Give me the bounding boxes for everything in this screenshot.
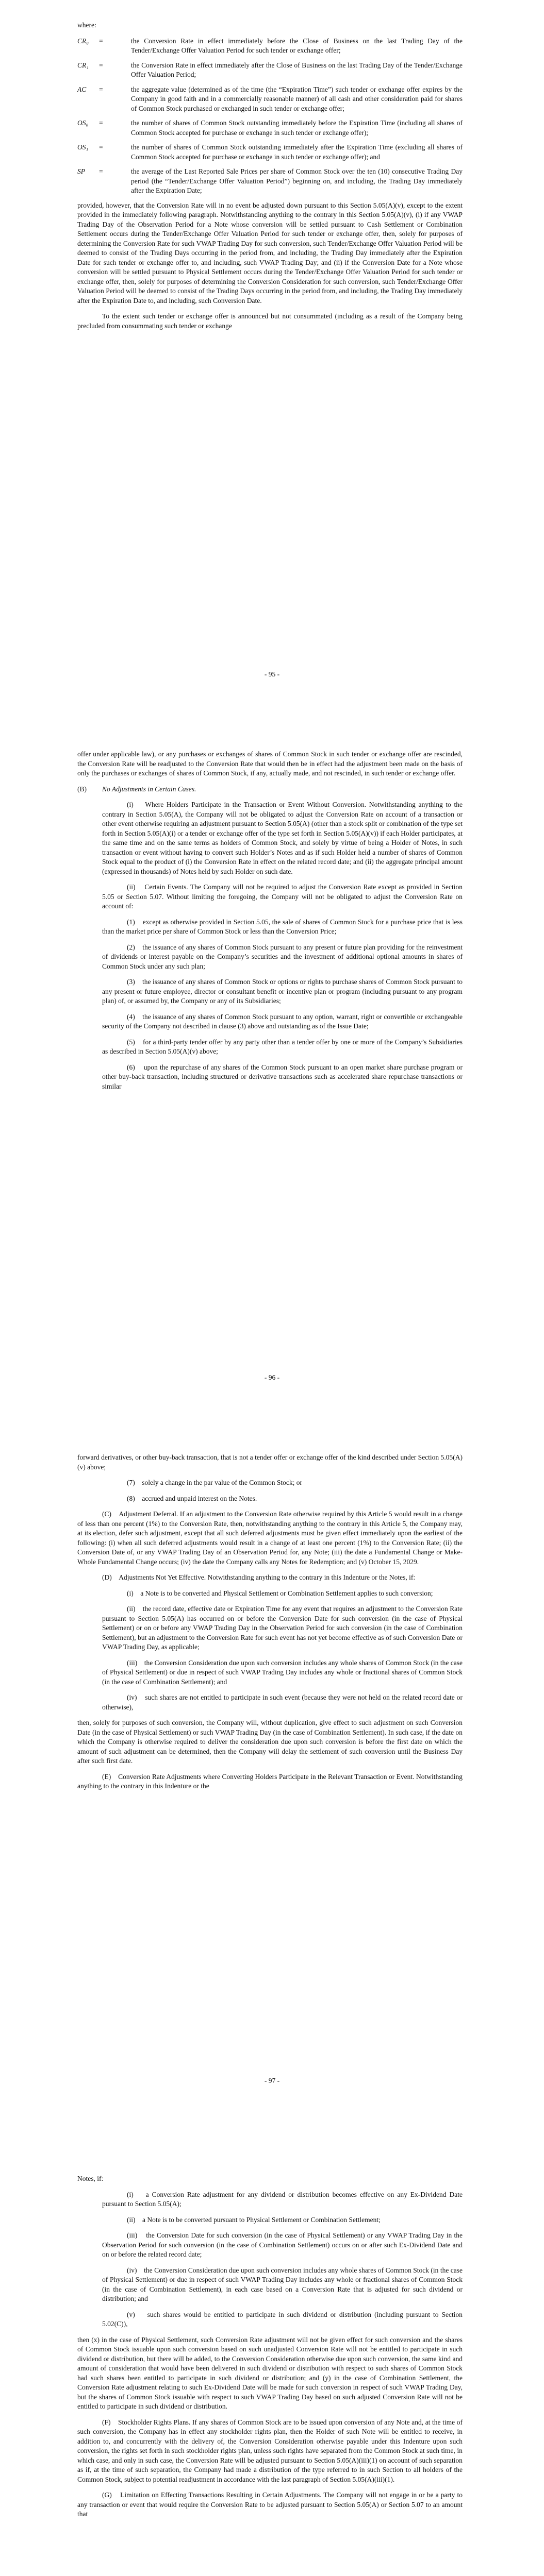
page-number: - 95 -	[264, 670, 280, 678]
definition-equals: =	[99, 143, 103, 151]
item-number: (2)	[127, 943, 135, 951]
item-text: the issuance of any shares of Common Stock pursuant to any present or future plan providing for the reinvestment of dividends or interest payable on the Company’s securities and the investment of additional optional amounts in shares of Common Stock under any such plan;	[102, 943, 463, 970]
definition-cr1	[77, 61, 463, 80]
list-item	[77, 2215, 463, 2225]
list-item	[77, 1604, 463, 1652]
list-item	[77, 2190, 463, 2209]
list-item	[77, 1063, 463, 1092]
carry-paragraph: Notes, if:	[77, 2175, 104, 2182]
section-c	[77, 1510, 463, 1567]
item-number: (iv)	[127, 2266, 137, 2274]
definition-equals: =	[99, 167, 103, 175]
list-item	[77, 1012, 463, 1031]
then-paragraph: then, solely for purposes of such conversion, the Company will, without duplication, give effect to such adjustment on such Conversion Date (in the case of Physical Settlement) or such VWAP Trading Day (in the case of Combination Settlement). In such case, if the date on which the Company is otherwise required to deliver the consideration due upon such conversion is before the first date on which the amount of such adjustment can be determined, then the Company will delay the settlement of such conversion until the Business Day after such first date.	[77, 1719, 463, 1765]
item-text: a Note is to be converted and Physical Settlement or Combination Settlement applies to such conversion;	[140, 1589, 433, 1597]
carry-paragraph: offer under applicable law), or any purchases or exchanges of shares of Common Stock in such tender or exchange offer are rescinded, the Conversion Rate will be readjusted to the Conversion Rate that would then be in effect had the adjustment been made on the basis of only the purchases or exchanges of shares of Common Stock, if any, actually made, and not rescinded, in such tender or exchange offer.	[77, 750, 463, 777]
item-text: such shares are not entitled to participate in such event (because they were not held on the related record date or otherwise),	[102, 1693, 463, 1711]
section-f	[77, 2418, 463, 2485]
list-item	[77, 1494, 463, 1504]
section-text: Adjustments Not Yet Effective. Notwithstanding anything to the contrary in this Indenture or the Notes, if:	[119, 1573, 416, 1581]
section-text: Conversion Rate Adjustments where Converting Holders Participate in the Relevant Transaction or Event. Notwithstanding anything to the contrary in this Indenture or the	[77, 1772, 463, 1790]
item-text: except as otherwise provided in Section 5.05, the sale of shares of Common Stock for a purchase price that is less than the market price per share of Common Stock or less than the Conversion Price;	[102, 918, 463, 935]
item-number: (iv)	[127, 1693, 137, 1701]
definition-term: CR₁	[77, 61, 89, 69]
item-text: for a third-party tender offer by any party other than a tender offer by one or more of the Company’s Subsidiaries as described in Section 5.05(A)(v) above;	[102, 1038, 463, 1055]
item-number: (6)	[127, 1063, 135, 1071]
list-item	[77, 1038, 463, 1057]
section-text: Stockholder Rights Plans. If any shares of Common Stock are to be issued upon conversion of any Note and, at the time of such conversion, the Company has in effect any stockholder rights plan, then the Holder of such Note will be entitled to receive, in addition to, and concurrently with the delivery of, the Conversion Consideration otherwise payable under this Indenture upon such conversion, the rights set forth in such stockholder rights plan, unless such rights have separated from the Common Stock at such time, in which case, and only in such case, the Conversion Rate will be adjusted pursuant to Section 5.05(A)(iii)(1) on account of such separation as if, at the time of such separation, the Company had made a distribution of the type referred to in such Section to all holders of the Common Stock, subject to potential readjustment in accordance with the last paragraph of Section 5.05(A)(iii)(1).	[77, 2418, 463, 2483]
then-paragraph: then (x) in the case of Physical Settlement, such Conversion Rate adjustment will not be given effect for such conversion and the shares of Common Stock issuable upon such conversion based on such unadjusted Conversion Rate will not be entitled to participate in such dividend or distribution, but there will be added, to the Conversion Consideration otherwise due upon such conversion, the same kind and amount of consideration that would have been delivered in such dividend or distribution with respect to such shares of Common Stock had such shares been entitled to participate in such dividend or distribution; and (y) in the case of Combination Settlement, the Conversion Rate adjustment relating to such Ex-Dividend Date will be made for such conversion in respect of such VWAP Trading Day, but the shares of Common Stock issuable with respect to such VWAP Trading Day based on such adjusted Conversion Rate will not be entitled to participate in such dividend or distribution.	[77, 2335, 463, 2410]
carry-paragraph: forward derivatives, or other buy-back transaction, that is not a tender offer or exchange offer of the kind described under Section 5.05(A)(v) above;	[77, 1453, 463, 1471]
section-b-heading	[77, 785, 463, 794]
definition-text: the Conversion Rate in effect immediately after the Close of Business on the last Trading Day of the Tender/Exchange Offer Valuation Period;	[131, 61, 463, 78]
item-number: (ii)	[127, 1605, 136, 1613]
item-number: (ii)	[127, 2215, 136, 2224]
item-text: such shares would be entitled to participate in such dividend or distribution (including pursuant to Section 5.02(C)),	[102, 2310, 463, 2328]
page-97	[0, 1406, 544, 2110]
definition-equals: =	[99, 61, 103, 69]
readjustment-paragraph: To the extent such tender or exchange offer is announced but not consummated (including as a result of the Company being precluded from consummating such tender or exchange	[77, 312, 463, 330]
item-number: (3)	[127, 978, 135, 986]
definition-text: the aggregate value (determined as of the time (the “Expiration Time”) such tender or exchange offer expires by the Company in good faith and in a commercially reasonable manner) of all cash and other consideration paid for shares of Common Stock purchased or exchanged in such tender or exchange offer;	[131, 85, 463, 112]
item-number: (4)	[127, 1012, 135, 1021]
definition-equals: =	[99, 119, 103, 127]
subsection-b-i	[77, 800, 463, 876]
definition-sp	[77, 167, 463, 196]
definition-term: SP	[77, 167, 85, 175]
item-text: upon the repurchase of any shares of the Common Stock pursuant to an open market share purchase program or other buy-back transaction, including structured or derivative transactions such as accelerated share repurchase transactions or similar	[102, 1063, 463, 1090]
item-number: (1)	[127, 918, 135, 926]
section-g	[77, 2490, 463, 2519]
page-number: - 96 -	[264, 1374, 280, 1381]
list-item	[77, 2266, 463, 2304]
list-item	[77, 1658, 463, 1687]
page-98	[0, 2110, 544, 2576]
item-text: a Conversion Rate adjustment for any dividend or distribution becomes effective on any Ex-Dividend Date pursuant to Section 5.05(A);	[102, 2190, 463, 2208]
list-item	[77, 2231, 463, 2260]
section-title: No Adjustments in Certain Cases.	[102, 785, 196, 793]
definition-text: the Conversion Rate in effect immediately before the Close of Business on the last Trading Day of the Tender/Exchange Offer Valuation Period for such tender or exchange offer;	[131, 37, 463, 54]
definition-text: the average of the Last Reported Sale Prices per share of Common Stock over the ten (10) consecutive Trading Day period (the “Tender/Exchange Offer Valuation Period”) beginning on, and including, the Trading Day immediately after the Expiration Date;	[131, 167, 463, 194]
definition-ac	[77, 85, 463, 114]
list-item	[77, 977, 463, 1006]
section-d	[77, 1573, 463, 1583]
item-text: the record date, effective date or Expiration Time for any event that requires an adjustment to the Conversion Rate pursuant to Section 5.05(A) has occurred on or before the Conversion Date for such conversion (in the case of Physical Settlement) or on or before any VWAP Trading Day in the Observation Period for such conversion (in the case of Combination Settlement), but an adjustment to the Conversion Rate for such event has not yet become effective as of such Conversion Date or VWAP Trading Day, as applicable;	[102, 1605, 463, 1651]
item-number: (iii)	[127, 2231, 138, 2239]
item-number: (i)	[127, 2190, 134, 2198]
page-96	[0, 703, 544, 1406]
section-number: (C)	[102, 1510, 111, 1518]
list-item	[77, 1693, 463, 1712]
section-text: Limitation on Effecting Transactions Resulting in Certain Adjustments. The Company will not engage in or be a party to any transaction or event that would require the Conversion Rate to be adjusted pursuant to Section 5.05(A) or Section 5.07 to an amount that	[77, 2491, 463, 2518]
item-number: (5)	[127, 1038, 135, 1046]
section-number: (D)	[102, 1573, 112, 1581]
item-number: (8)	[127, 1494, 135, 1502]
definition-equals: =	[99, 85, 103, 93]
where-label: where:	[77, 21, 96, 29]
provided-paragraph: provided, however, that the Conversion Rate will in no event be adjusted down pursuant to this Section 5.05(A)(v), except to the extent provided in the immediately following paragraph. Notwithstanding anything to the contrary in this Section 5.05(A)(v), (i) if any VWAP Trading Day of the Observation Period for a Note whose conversion will be settled pursuant to Cash Settlement or Combination Settlement occurs during the Tender/Exchange Offer Valuation Period for such tender or exchange offer, then, solely for purposes of determining the Conversion Rate for such VWAP Trading Day for such conversion, such Tender/Exchange Offer Valuation Period will be deemed to consist of the Trading Days occurring in the period from, and including, the Trading Day immediately after the Expiration Date for such tender or exchange offer to, and including, such VWAP Trading Day; and (ii) if the Conversion Date for a Note whose conversion will be settled pursuant to Physical Settlement occurs during the Tender/Exchange Offer Valuation Period for such tender or exchange offer, then, solely for purposes of determining the Conversion Consideration for such conversion, such Tender/Exchange Offer Valuation Period will be deemed to consist of the Trading Days occurring in the period from, and including, the Trading Day immediately after the Expiration Date to, and including, such Conversion Date.	[77, 201, 463, 304]
definition-os1	[77, 143, 463, 162]
subsection-text: Certain Events. The Company will not be required to adjust the Conversion Rate except as provided in Section 5.05 or Section 5.07. Without limiting the foregoing, the Company will not be obligated to adjust the Conversion Rate on account of:	[102, 883, 463, 910]
definitions-list	[77, 37, 463, 196]
item-text: a Note is to be converted pursuant to Physical Settlement or Combination Settlement;	[142, 2215, 381, 2224]
list-item	[77, 943, 463, 972]
item-text: the issuance of any shares of Common Stock or options or rights to purchase shares of Common Stock pursuant to any present or future employee, director or consultant benefit or incentive plan or program (including pursuant to any program plan) of, or assumed by, the Company or any of its Subsidiaries;	[102, 978, 463, 1005]
item-text: the Conversion Date for such conversion (in the case of Physical Settlement) or any VWAP Trading Day in the Observation Period for such conversion (in the case of Combination Settlement) occurs on or after such Ex-Dividend Date and on or before the related record date;	[102, 2231, 463, 2258]
item-text: solely a change in the par value of the Common Stock; or	[142, 1479, 303, 1486]
item-text: the Conversion Consideration due upon such conversion includes any whole shares of Common Stock (in the case of Physical Settlement) or due in respect of such VWAP Trading Day includes any whole or fractional shares of Common Stock (in the case of Combination Settlement), in each case based on a Conversion Rate that is adjusted for such dividend or distribution; and	[102, 2266, 463, 2302]
item-text: accrued and unpaid interest on the Notes.	[142, 1494, 257, 1502]
definition-text: the number of shares of Common Stock outstanding immediately after the Expiration Time (excluding all shares of Common Stock accepted for purchase or exchange in such tender or exchange offer); and	[131, 143, 463, 161]
definition-term: OS₁	[77, 143, 89, 151]
definition-equals: =	[99, 37, 103, 45]
item-number: (7)	[127, 1479, 135, 1486]
section-number: (F)	[102, 2418, 111, 2426]
list-item	[77, 2310, 463, 2329]
definition-text: the number of shares of Common Stock outstanding immediately before the Expiration Time (including all shares of Common Stock accepted for purchase or exchange in such tender or exchange offer);	[131, 119, 463, 137]
section-number: (G)	[102, 2491, 112, 2499]
definition-term: AC	[77, 85, 87, 93]
list-item	[77, 1589, 463, 1599]
list-item	[77, 1478, 463, 1488]
definition-cr0	[77, 37, 463, 56]
item-text: the Conversion Consideration due upon such conversion includes any whole shares of Common Stock (in the case of Physical Settlement) or due in respect of such VWAP Trading Day includes any whole or fractional shares of Common Stock (in the case of Combination Settlement); and	[102, 1658, 463, 1686]
section-number: (E)	[102, 1772, 111, 1781]
section-e	[77, 1772, 463, 1791]
page-95	[0, 0, 544, 703]
definition-term: CR₀	[77, 37, 89, 45]
section-text: Adjustment Deferral. If an adjustment to the Conversion Rate otherwise required by this Article 5 would result in a change of less than one percent (1%) to the Conversion Rate, then, notwithstanding anything to the contrary in this Article 5, the Company may, at its election, defer such adjustment, except that all such deferred adjustments must be given effect immediately upon the earliest of the following: (i) when all such deferred adjustments would result in a change of at least one percent (1%) to the Conversion Rate; (ii) the Conversion Date of, or any VWAP Trading Day of an Observation Period for, any Note; (iii) the date a Fundamental Change or Make-Whole Fundamental Change occurs; (iv) the date the Company calls any Notes for Redemption; and (v) October 15, 2029.	[77, 1510, 463, 1566]
item-number: (v)	[127, 2310, 135, 2318]
subsection-number: (i)	[127, 801, 134, 808]
item-text: the issuance of any shares of Common Stock pursuant to any option, warrant, right or convertible or exchangeable security of the Company not described in clause (3) above and outstanding as of the Issue Date;	[102, 1012, 463, 1030]
section-number: (B)	[77, 785, 87, 793]
definition-term: OS₀	[77, 119, 89, 127]
item-number: (i)	[127, 1589, 134, 1597]
subsection-number: (ii)	[127, 883, 136, 891]
definition-os0	[77, 118, 463, 138]
page-number: - 97 -	[264, 2077, 280, 2084]
item-number: (iii)	[127, 1658, 138, 1667]
subsection-text: Where Holders Participate in the Transaction or Event Without Conversion. Notwithstanding anything to the contrary in Section 5.05(A), the Company will not be obligated to adjust the Conversion Rate on account of a transaction or other event otherwise requiring an adjustment pursuant to Section 5.05(A) (other than a stock split or combination of the type set forth in Section 5.05(A)(i) or a tender or exchange offer of the type set forth in Section 5.05(A)(v)) if each Holder participates, at the same time and on the same terms as holders of Common Stock, and solely by virtue of being a Holder of Notes, in such transaction or event without having to convert such Holder’s Notes and as if such Holder held a number of shares of Common Stock equal to the product of (i) the Conversion Rate in effect on the related record date; and (ii) the aggregate principal amount (expressed in thousands) of Notes held by such Holder on such date.	[102, 801, 463, 875]
subsection-b-ii	[77, 883, 463, 911]
list-item	[77, 918, 463, 937]
